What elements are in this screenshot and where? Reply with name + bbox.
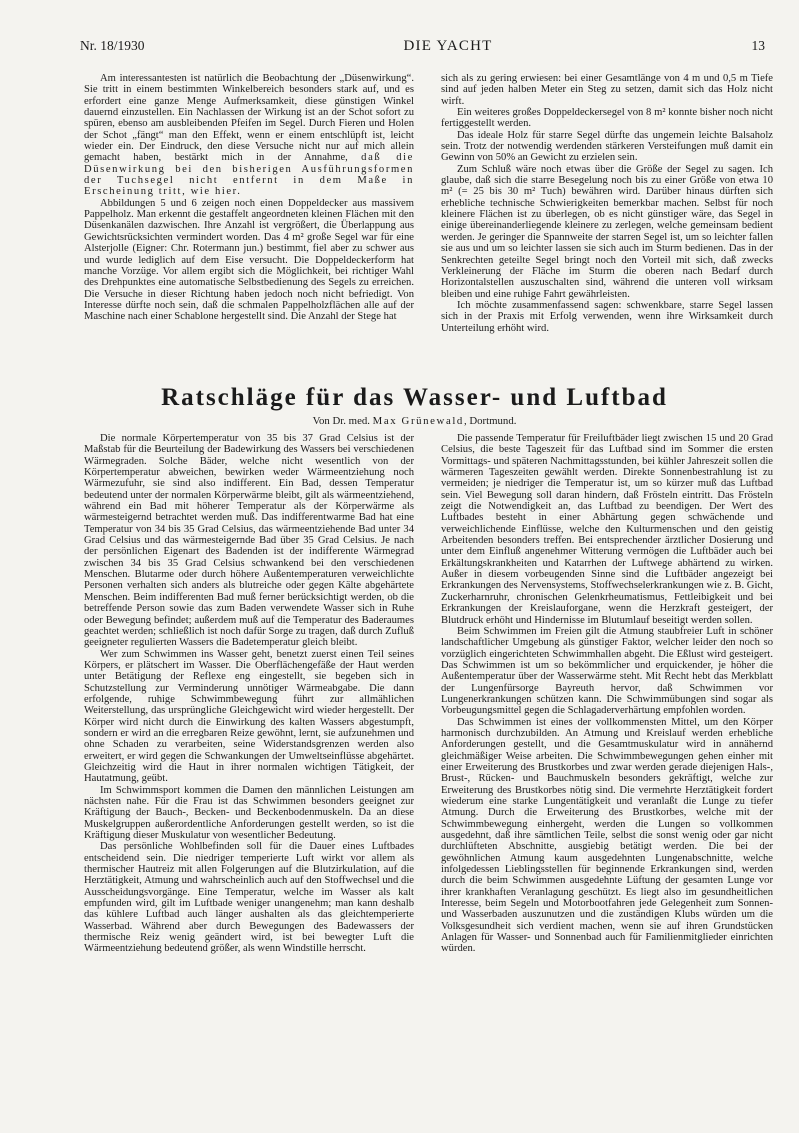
paragraph: Die normale Körpertemperatur von 35 bis 37 Grad Celsius ist der Maßstab für die Beurteilung der Badewirkung des Wassers bei verschiedenen Wärmegraden. Solche Bäder, welche nicht wesentlich von der Körpertemperatur abweichen, bewirken weder Wärmeentziehung noch Wärmezufuhr, sie sind also indifferent. Ein Bad, dessen Temperatur bedeutend unter der normalen Körperwärme bleibt, gilt als wärmeentziehend, während ein Bad mit höherer Temperatur als der Körperwärme als wärmesteigernd betrachtet werden muß. Das indifferentwarme Bad hat eine Temperatur von 34 bis 35 Grad Celsius, das wärmeentziehende Bad unter 34 Grad Celsius und das wärmesteigernde Bad über 35 Grad Celsius. Je nach der persönlichen Eigenart des Badenden ist der indifferente Wärmegrad zwischen 34 bis 35 Grad Celsius schwankend bei den verschiedenen Menschen. Blutarme oder durch höhere Außentemperaturen verweichlichte Personen verhalten sich anders als blutreiche oder gegen Kälte abgehärtete Menschen. Beim indifferenten Bad muß ferner berücksichtigt werden, ob die betreffende Person sowie das zum Baden verwendete Wasser sich in Ruhe oder Bewegung befindet; außerdem muß auf die Temperatur des Baderaumes geachtet werden; schließlich ist noch dafür Sorge zu tragen, daß durch Zufluß geeigneter regulierten Wassers die Badetemperatur gleich bleibt.: [84, 433, 414, 649]
previous-article-left-column: [84, 73, 414, 375]
paragraph: sich als zu gering erwiesen: bei einer Gesamtlänge von 4 m und 0,5 m Tiefe sind auf jeden halben Meter ein Steg zu setzen, damit sich das Holz nicht wirft.: [441, 73, 773, 107]
paragraph: Ein weiteres großes Doppeldeckersegel von 8 m² konnte bisher noch nicht fertiggestellt werden.: [441, 107, 773, 130]
paragraph: Die passende Temperatur für Freiluftbäder liegt zwischen 15 und 20 Grad Celsius, die beste Tageszeit für das Luftbad sind im Sommer die ersten Vormittags- und späteren Nachmittagsstunden, bei kühler Jahreszeit sollen die wärmeren Tageszeiten gewählt werden. Direkte Sonnenbestrahlung ist zu vermeiden; je niedriger die Temperatur ist, um so kürzer muß das Luftbad sein. Viel Bewegung soll daran hindern, daß Frösteln eintritt. Das Frösteln zeigt die Notwendigkeit an, das Luftbad zu beendigen. Der Wert des Luftbades besteht in einer Abhärtung gegen schwächende und verweichlichende Einflüsse, welche den Kulturmenschen und den geistig Arbeitenden besonders treffen. Bei entsprechender ärztlicher Dosierung und unter dem Einfluß angenehmer Witterung vermögen die Luftbäder auch bei Erkältungskrankheiten und Katarrhen der Luftwege abhärtend zu wirken. Außer in diesem vorbeugenden Sinne sind die Luftbäder angezeigt bei Erkrankungen des Nervensystems, Stoffwechselerkrankungen wie z. B. Gicht, Zuckerharnruhr, chronischen Gelenkrheumatismus, Fettleibigkeit und bei Erkrankungen der Kreislauforgane, wenn die Herzkraft gesteigert, der Blutdruck erhöht und Hindernisse im Blutumlauf beseitigt werden sollen.: [441, 433, 773, 626]
paragraph: Das ideale Holz für starre Segel dürfte das ungemein leichte Balsaholz sein. Trotz der notwendig werdenden stärkeren Versteifungen muß damit ein Gewinn von 50% an Gewicht zu erzielen sein.: [441, 129, 773, 164]
paragraph: Das persönliche Wohlbefinden soll für die Dauer eines Luftbades entscheidend sein. Die niedriger temperierte Luft wirkt vor allem als thermischer Hautreiz mit allen Folgerungen auf die Blutzirkulation, auf die Herztätigkeit, Atmung und wahrscheinlich auch auf den Stoffwechsel und die Ausscheidungsvorgänge. Eine Temperatur, welche im Wasser als kalt empfunden wird, gilt im Luftbade weniger unangenehm; man kann deshalb das kühlere Luftbad auch länger aushalten als das gleichtemperierte Wasserbad. Während aber durch Bewegungen des Badewassers der thermische Reiz wenig geändert wird, ist bei bewegter Luft die Wärmeentziehung bedeutend größer, als wenn Windstille herrscht.: [84, 841, 414, 955]
article-left-column: [84, 433, 414, 1109]
paragraph: Das Schwimmen ist eines der vollkommensten Mittel, um den Körper harmonisch durchzubilden. An Atmung und Kreislauf werden erhebliche Anforderungen gestellt, und die Gesamtmuskulatur wird in annähernd gleichmäßiger Weise arbeiten. Die Schwimmbewegungen gehen einher mit einer Erweiterung des Brustkorbes und zwar werden gerade diejenigen Hals-, Brust-, Rücken- und Bauchmuskeln besonders gekräftigt, welche zur Erweiterung des Brustkorbes nötig sind. Die vermehrte Herztätigkeit fordert wiederum eine starke Lungentätigkeit und veranlaßt die Lunge zu tiefer Atmung. Durch die Erweiterung des Brustkorbes, welche mit der Schwimmbewegung einhergeht, werden die Lungen so vollkommen ausgedehnt, daß ihre sämtlichen Teile, selbst die sonst wenig oder gar nicht durchlüfteten Abschnitte, ausgiebig betätigt werden. Die bei der gewöhnlichen Atmung kaum ausgedehnten Lungenabschnitte, welche infolgedessen Lieblingsstellen für beginnende Erkrankungen sind, werden durch die beim Schwimmen ausgedehnte Lüftung der gesamten Lunge vor ihrer krankhaften Veranlagung geschützt. Es liegt also im gesundheitlichen Interesse, beim Segeln und Motorbootfahren jede Gelegenheit zum Sonnen- und Wasserbaden auszunutzen und die zuständigen Klubs würden um die Volksgesundheit sich verdient machen, wenn sie auf ihren Grundstücken Anlagen für Wasser- und Sonnenbad auch für Familienmitglieder einrichten würden.: [441, 716, 773, 955]
paragraph: Zum Schluß wäre noch etwas über die Größe der Segel zu sagen. Ich glaube, daß sich die starre Besegelung noch bis zu einer Größe von etwa 10 m² (= 25 bis 30 m² Tuch) bewähren wird. Darüber hinaus dürften sich erhebliche technische Schwierigkeiten bemerkbar machen. Selbst für noch kleinere Flächen ist zu überlegen, ob es nicht günstiger wäre, das Segel in einige übereinanderliegende kleinere zu zerlegen, welche gemeinsam bedient werden. Je geringer die Spannweite der starren Segel ist, um so leichter fallen sie aus und um so leichter lassen sie sich auch im Sturm bedienen. Das in der Senkrechten geteilte Segel bringt noch den Vorteil mit sich, daß zwecks Verkleinerung der Fläche im Sturm die oberen nach Bedarf durch Horizontalstellen auszuschalten sind, während die unteren voll wirksam bleiben und eine ruhige Fahrt gewährleisten.: [441, 163, 773, 300]
author-name: Max Grünewald: [372, 415, 464, 427]
paragraph: Beim Schwimmen im Freien gilt die Atmung staubfreier Luft in schöner landschaftlicher Umgebung als günstiger Faktor, welcher leider den noch so vorzüglich eingerichteten Schwimmhallen abgeht. Die Eßlust wird gesteigert. Das Schwimmen ist um so bekömmlicher und erquickender, je höher die Außentemperatur über der Wasserwärme steht. Mit Recht hebt das Merkblatt der Lungenfürsorge Bayreuth hervor, daß Schwimmen vor Lungenerkrankungen schützen kann. Die Schwimmübungen sind sogar als Vorbeugungsmittel gegen die Schlagaderverhärtung empfohlen worden.: [441, 625, 773, 717]
paragraph: Am interessantesten ist natürlich die Beobachtung der „Düsenwirkung“. Sie tritt in einem bestimmten Winkelbereich besonders stark auf, und es erfordert eine ganze Menge Aufmerksamkeit, diese günstigen Winkel dauernd einzustellen. Ein Nachlassen der Wirkung ist an der Schot sofort zu spüren, ebenso am ausbleibenden Pfeifen im Segel. Durch Fieren und Holen der Schot „fängt“ man den Effekt, wenn er einem entschlüpft ist, leicht wieder ein. Der Eindruck, den diese Versuche nicht nur auf mich allein gemacht haben, bestärkt mich in der Annahme, daß die Düsenwirkung bei den bisherigen Ausführungsformen der Tuchsegel nicht entfernt in dem Maße in Erscheinung tritt, wie hier.: [84, 73, 414, 198]
article-byline: Von Dr. med. Max Grünewald, Dortmund.: [312, 415, 517, 427]
article-title: Ratschläge für das Wasser- und Luftbad: [161, 384, 668, 411]
paragraph: Wer zum Schwimmen ins Wasser geht, benetzt zuerst einen Teil seines Körpers, er plätschert im Wasser. Die Oberflächengefäße der Haut werden unter Betätigung der Reflexe eng eingestellt, sie begeben sich in Schutzstellung zur Verminderung unnötiger Wärmeabgabe. Die dann erfolgende, ruhige Schwimmbewegung führt zur allmählichen Weiterstellung, das ursprüngliche Gleichgewicht wird wieder hergestellt. Der Körper wird nicht durch die Einwirkung des kalten Wassers abgestumpft, sondern er wird an die erregbaren Reize gewöhnt, lernt, sie aufzunehmen und ohne Schaden zu verarbeiten, seine Widerstandsgrenzen werden also erweitert, er wird gegen die Schwankungen der Umweltseinflüsse abgehärtet. Gleichzeitig wird die Haut in ihrer normalen wichtigen Tätigkeit, der Hautatmung, geübt.: [84, 648, 414, 785]
paragraph: Ich möchte zusammenfassend sagen: schwenkbare, starre Segel lassen sich in der Praxis mit Erfolg verwenden, wenn ihre Wirksamkeit durch Unterteilung erhöht wird.: [441, 299, 773, 334]
emphasized-text: daß die Düsenwirkung bei den bisherigen Ausführungsformen der Tuchsegel nicht entfernt in dem Maße in Erscheinung tritt, wie hier.: [84, 152, 414, 198]
paragraph: Abbildungen 5 und 6 zeigen noch einen Doppeldecker aus massivem Pappelholz. Man erkennt die gestaffelt angeordneten kleinen Flächen mit den Düsenkanälen dazwischen. Ihre Anzahl ist vergrößert, die Überlappung aus Gewichtsrücksichten vermindert worden. Das 4 m² große Segel war für eine Alsterjolle (Eigner: Chr. Rotermann jun.) bestimmt, fiel aber zu schwer aus und wurde lediglich auf dem Eise versucht. Die Doppeldeckerform hat manche Vorzüge. Vor allem ergibt sich die Möglichkeit, bei richtiger Wahl des Drehpunktes eine automatische Selbstbedienung des Segels zu erreichen. Die Versuche in dieser Richtung haben jedoch noch nicht befriedigt. Von Interesse dürfte noch sein, daß die schmalen Pappelholzflächen alle auf der Maschine nach einer Schablone hergestellt sind. Die Anzahl der Stege hat: [84, 197, 414, 323]
issue-number: Nr. 18/1930: [80, 38, 145, 53]
paragraph: Im Schwimmsport kommen die Damen den männlichen Leistungen am nächsten nahe. Für die Frau ist das Schwimmen besonders geeignet zur Kräftigung der Bauch-, Becken- und Beckenbodenmuskeln. Da an diese Muskelgruppen außerordentliche Anforderungen gestellt werden, so ist die Kräftigung dieser Muskulatur von wesentlicher Bedeutung.: [84, 784, 414, 842]
magazine-title: DIE YACHT: [403, 38, 493, 54]
page-number: 13: [751, 38, 765, 53]
previous-article-right-column: [441, 73, 773, 375]
article-right-column: [441, 433, 773, 1109]
running-head: [80, 38, 765, 55]
